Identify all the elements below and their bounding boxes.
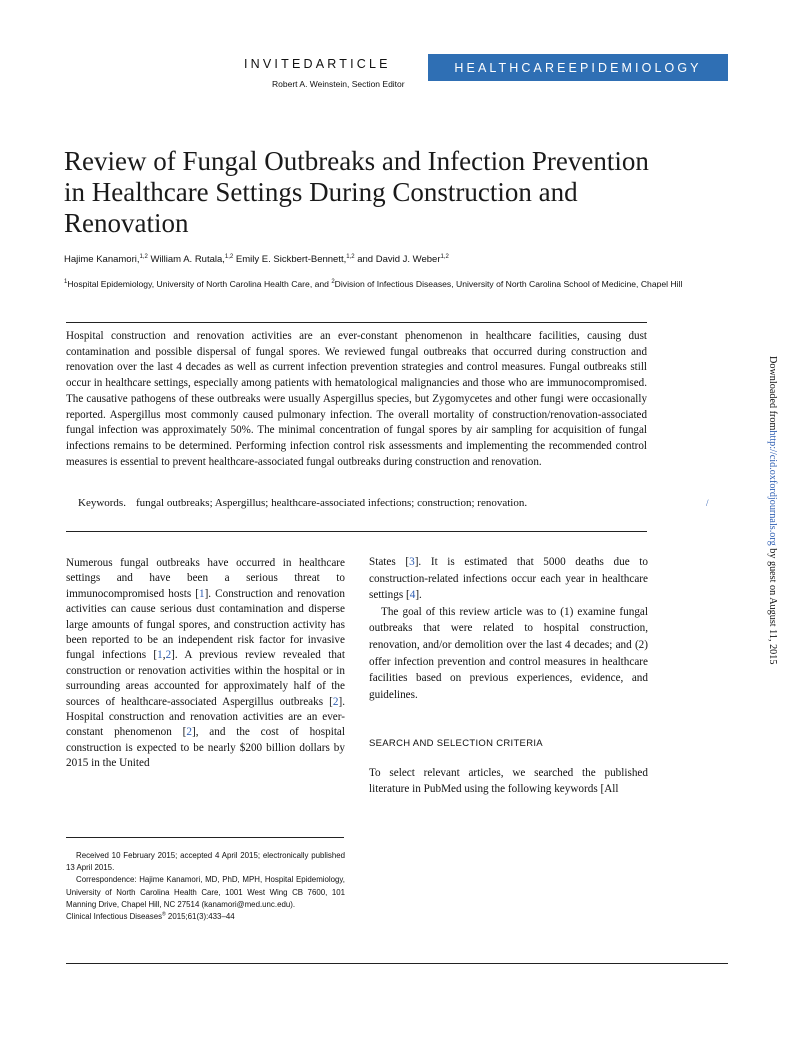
body-text: ]. It is estimated that 5000 deaths due to construction-related infections occur each year in healthcare settings [	[369, 556, 649, 602]
reference-link[interactable]: 3	[409, 556, 415, 568]
keywords-list: fungal outbreaks; Aspergillus; healthcare-associated infections; construction; renovation.	[135, 497, 528, 509]
author-affiliation-mark: 1,2	[440, 253, 449, 260]
reference-link[interactable]: 1	[157, 649, 163, 662]
section-editor: Robert A. Weinstein, Section Editor	[272, 79, 405, 89]
article-type-label: INVITEDARTICLE	[244, 57, 391, 71]
author-name: William A. Rutala,	[147, 254, 225, 265]
intro-paragraph	[66, 556, 345, 772]
download-prefix: Downloaded from	[767, 356, 778, 431]
affiliations	[64, 276, 704, 292]
body-text: ,	[162, 649, 166, 662]
reference-link[interactable]: 1	[198, 587, 205, 600]
goal-paragraph: The goal of this review article was to (1) examine fungal outbreaks that were related to hospital construction, renovation, and/or demolition over the last 4 decades; and (2) offer infection prevention and control measures in healthcare facilities based on previous experiences, evidence, and guidelines.	[369, 605, 648, 701]
affiliation-text: Division of Infectious Diseases, University of North Carolina School of Medicine, Chapel Hill	[334, 279, 683, 289]
body-text: ]. Construction and renovation activities can cause serious dust contamination and disperse large amounts of fungal spores, and construction activity has been reported to be an independent risk factor for invasive fungal infections [	[66, 587, 345, 662]
abstract: Hospital construction and renovation activities are an ever-constant phenomenon in healthcare facilities, causing dust contamination and possible dispersal of fungal spores. We reviewed fungal outbreaks that occurred during construction and renovation over the last 4 decades as well as current infection prevention strategies and control measures. Fungal outbreaks still occur in healthcare settings, especially among patients with hematological malignancies and those who are immunocompromised. The causative pathogens of these outbreaks were usually Aspergillus species, but Zygomycetes and other fungi were occasionally reported. Aspergillus most commonly caused pulmonary infection. The overall mortality of construction/renovation-associated fungal infection was approximately 50%. The minimal concentration of fungal spores by air sampling for acquisition of fungal infections remains to be determined. Performing infection control risk assessments and implementing the recommended control measures is essential to prevent healthcare-associated fungal outbreaks during construction and renovation.	[66, 330, 647, 468]
download-watermark	[767, 356, 778, 664]
affiliation-text: Hospital Epidemiology, University of North Carolina Health Care, and	[67, 279, 332, 289]
author-affiliation-mark: 1,2	[139, 253, 148, 260]
author-name: Hajime Kanamori,	[64, 254, 140, 265]
body-text: ]. A previous review revealed that construction or renovation activities within the hospital or in surrounding areas accounted for approximately half of the sources of healthcare-associated Aspergillus outbreaks [	[66, 649, 345, 708]
reference-link[interactable]: 4	[409, 589, 416, 602]
body-text: ].	[415, 589, 422, 602]
body-text: States [	[369, 556, 410, 568]
keywords-line	[78, 497, 527, 509]
reference-link[interactable]: 2	[186, 726, 192, 739]
download-suffix: by guest on August 11, 2015	[767, 545, 778, 665]
citation-details: 2015;61(3):433–44	[165, 912, 235, 922]
section-banner: HEALTHCAREEPIDEMIOLOGY	[428, 54, 728, 81]
author-affiliation-mark: 1,2	[224, 253, 234, 260]
intro-paragraph-continued	[369, 554, 648, 604]
keywords-label: Keywords.	[78, 497, 126, 509]
margin-slash-mark: /	[706, 498, 709, 508]
body-text: ]. Hospital construction and renovation activities are an ever-constant phenomenon [	[66, 695, 345, 739]
author-name: and David J. Weber	[354, 254, 441, 265]
journal-citation	[66, 911, 345, 923]
footnotes	[66, 850, 345, 923]
body-left-column	[66, 556, 345, 772]
body-right-column	[369, 554, 648, 703]
page-bottom-rule	[66, 963, 728, 964]
body-text: ], and the cost of hospital construction is expected to be nearly $200 billion dollars by 2015 in the United	[66, 726, 345, 770]
reference-link[interactable]: 2	[165, 649, 172, 662]
abstract-bottom-rule	[66, 531, 647, 532]
received-dates: Received 10 February 2015; accepted 4 April 2015; electronically published 13 April 2015.	[66, 851, 345, 873]
section-heading: SEARCH AND SELECTION CRITERIA	[369, 738, 543, 749]
body-text: Numerous fungal outbreaks have occurred in healthcare settings and have been a serious threat to immunocompromised hosts [	[66, 557, 345, 600]
correspondence: Correspondence: Hajime Kanamori, MD, PhD, MPH, Hospital Epidemiology, University of North Carolina Health Care, 1001 West Wing CB 7600, 101 Manning Drive, Chapel Hill, NC 27514 (kanamori@med.unc.edu).	[66, 875, 345, 909]
affiliation-mark: 1	[64, 279, 68, 286]
author-name: Emily E. Sickbert-Bennett,	[233, 254, 347, 265]
article-title: Review of Fungal Outbreaks and Infection Prevention in Healthcare Settings During Construction and Renovation	[64, 146, 649, 238]
abstract-top-rule	[66, 322, 647, 323]
author-list	[64, 254, 449, 265]
affiliation-mark: 2	[331, 279, 335, 286]
search-paragraph: To select relevant articles, we searched the published literature in PubMed using the following keywords [All	[369, 767, 648, 795]
journal-name: Clinical Infectious Diseases	[66, 912, 163, 922]
author-affiliation-mark: 1,2	[346, 253, 355, 260]
footnote-rule	[66, 837, 344, 838]
reference-link[interactable]: 2	[332, 695, 339, 708]
journal-link[interactable]: http://cid.oxfordjournals.org	[767, 430, 778, 546]
registered-mark: ®	[162, 911, 166, 918]
